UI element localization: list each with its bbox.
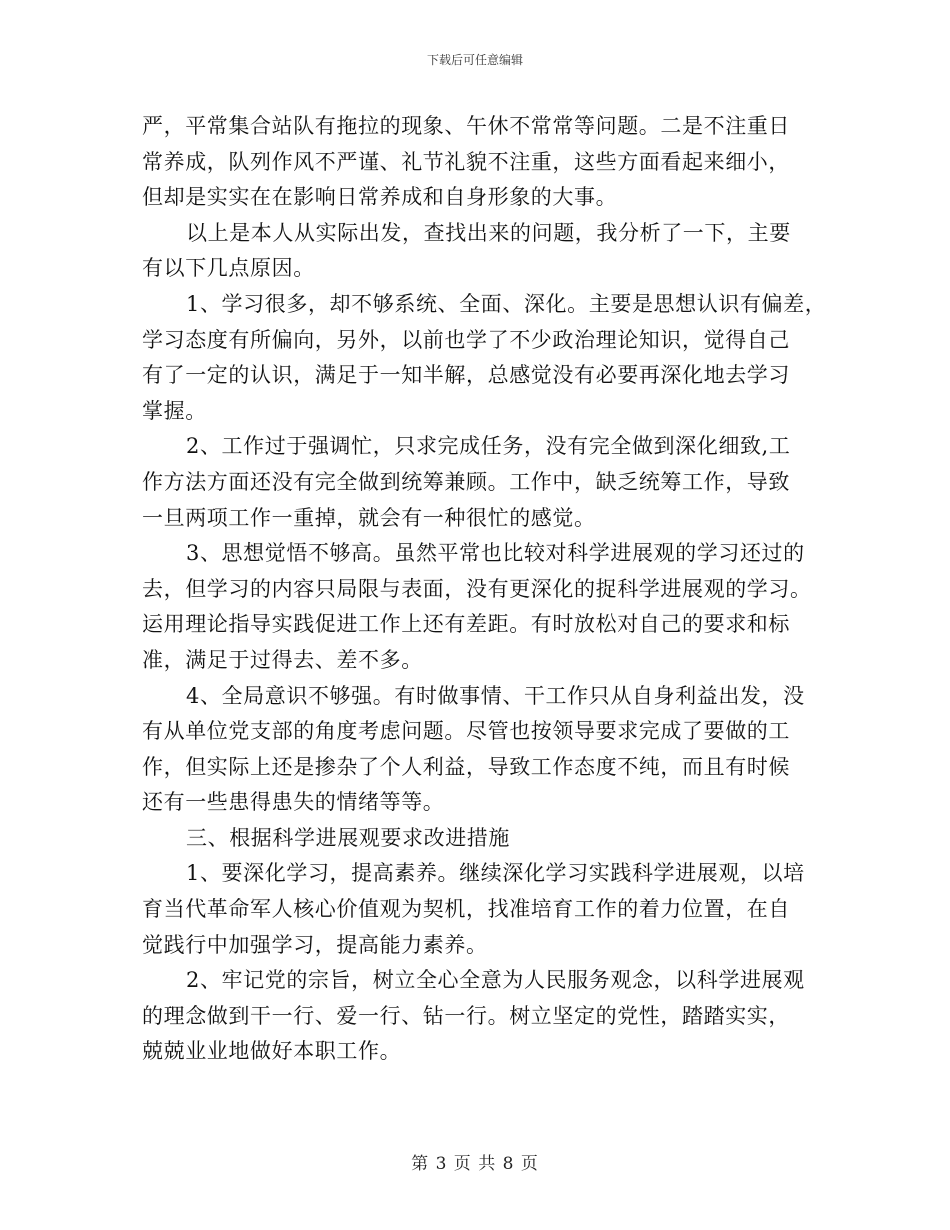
body-line: 常养成，队列作风不严谨、礼节礼貌不注重，这些方面看起来细小， [142,149,790,174]
body-line: 4、全局意识不够强。有时做事情、干工作只从自身利益出发，没 [186,683,805,708]
section-heading: 三、根据科学进展观要求改进措施 [186,825,510,850]
body-line: 兢兢业业地做好本职工作。 [142,1039,402,1064]
body-line: 的理念做到干一行、爱一行、钻一行。树立坚定的党性，踏踏实实， [142,1003,790,1028]
body-line: 但却是实实在在影响日常养成和自身形象的大事。 [142,185,618,210]
body-line: 掌握。 [142,398,207,423]
page-header: 下载后可任意编辑 [426,53,523,67]
body-line: 以上是本人从实际出发，查找出来的问题，我分析了一下，主要 [186,220,791,245]
body-line: 2、工作过于强调忙，只求完成任务，没有完全做到深化细致,工 [186,434,791,459]
body-line: 育当代革命军人核心价值观为契机，找准培育工作的着力位置，在自 [142,897,790,922]
body-line: 作，但实际上还是掺杂了个人利益，导致工作态度不纯，而且有时候 [142,754,790,779]
body-line: 严，平常集合站队有拖拉的现象、午休不常常等问题。二是不注重日 [142,114,790,138]
body-line: 有以下几点原因。 [142,256,315,281]
body-line: 1、学习很多，却不够系统、全面、深化。主要是思想认识有偏差， [186,291,827,316]
document-body [142,109,832,1070]
body-line: 学习态度有所偏向，另外，以前也学了不少政治理论知识，觉得自己 [142,327,790,352]
body-line: 有从单位党支部的角度考虑问题。尽管也按领导要求完成了要做的工 [142,719,790,744]
body-line: 去，但学习的内容只局限与表面，没有更深化的捉科学进展观的学习。 [142,576,812,601]
body-line: 还有一些患得患失的情绪等等。 [142,790,445,815]
page-number: 第 3 页 共 8 页 [411,1154,539,1174]
body-line: 2、牢记党的宗旨，树立全心全意为人民服务观念，以科学进展观 [186,968,805,993]
body-line: 3、思想觉悟不够高。虽然平常也比较对科学进展观的学习还过的 [186,541,805,566]
body-line: 1、要深化学习，提高素养。继续深化学习实践科学进展观，以培 [186,861,805,886]
body-line: 觉践行中加强学习，提高能力素养。 [142,932,488,957]
body-line: 一旦两项工作一重掉，就会有一种很忙的感觉。 [142,505,596,530]
body-line: 运用理论指导实践促进工作上还有差距。有时放松对自己的要求和标 [142,612,790,637]
body-line: 有了一定的认识，满足于一知半解，总感觉没有必要再深化地去学习 [142,363,790,388]
body-line: 准，满足于过得去、差不多。 [142,647,423,672]
body-line: 作方法方面还没有完全做到统筹兼顾。工作中，缺乏统筹工作，导致 [142,469,790,494]
